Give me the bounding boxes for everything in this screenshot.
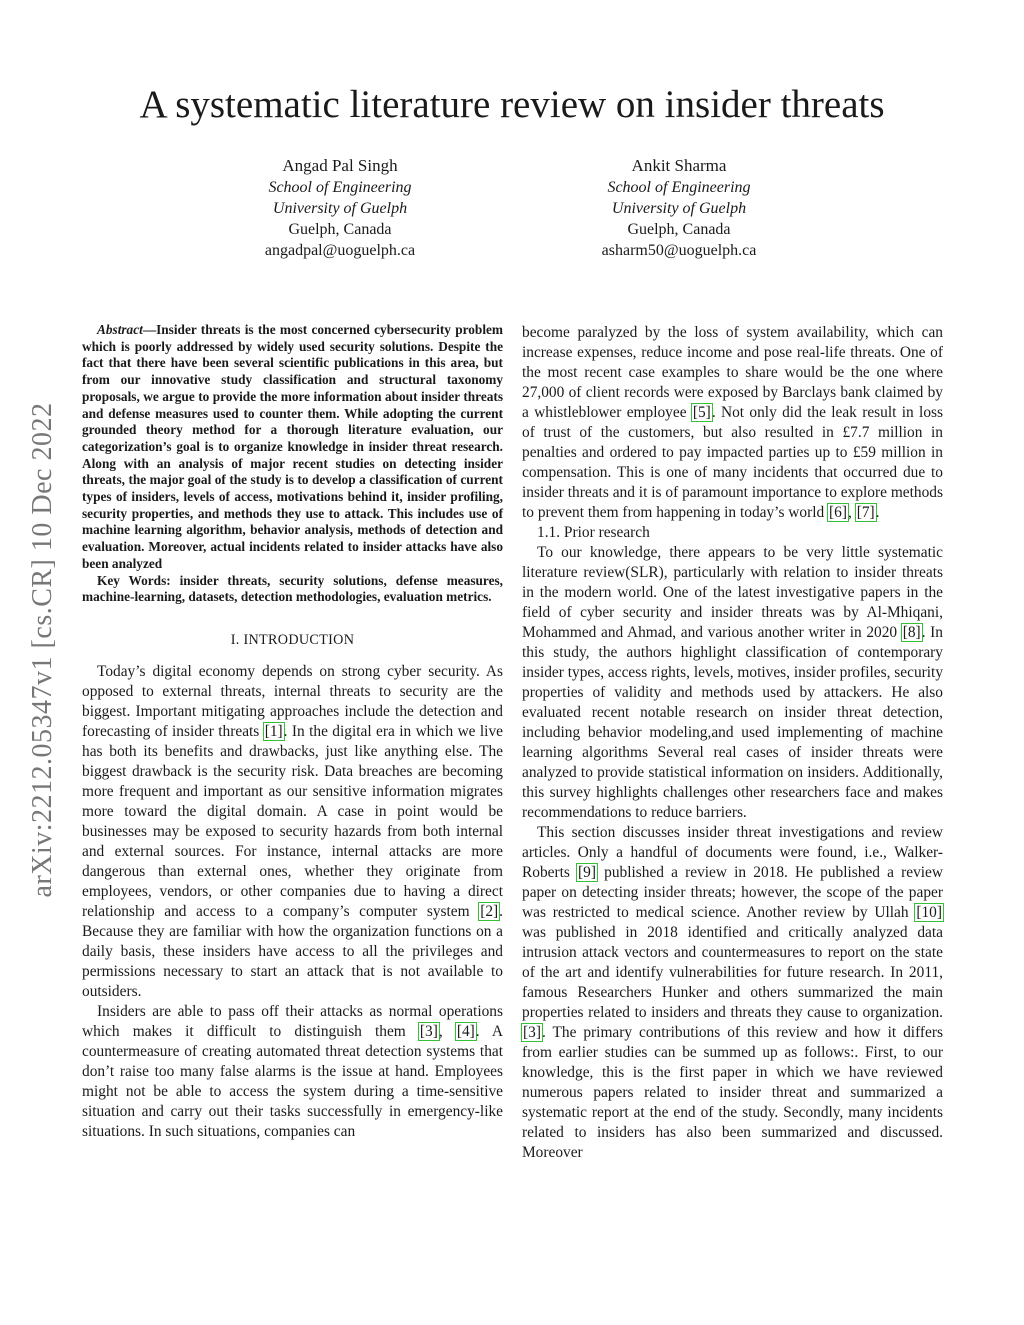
intro-paragraph-2-continued: [522, 323, 943, 523]
citation-link[interactable]: [6]: [829, 504, 847, 521]
section-title-rest: NTRODUCTION: [248, 631, 355, 648]
intro-paragraph-1: [82, 662, 503, 1002]
abstract: [82, 322, 503, 573]
section-numeral: I.: [230, 631, 240, 648]
prior-research-paragraph-2: [522, 823, 943, 1163]
author-university: University of Guelph: [611, 200, 747, 217]
author-city: Guelph, Canada: [627, 221, 731, 238]
text-run: become paralyzed by the loss of system availability, which can increase expenses, reduce income and pose real-life threats. One of the most recent case examples to share would be the one where 27,000 of client records were exposed by Barclays bank claimed by a whistleblower employee: [522, 324, 943, 421]
author-block-2: [529, 155, 829, 261]
abstract-text: —Insider threats is the most concerned cybersecurity problem which is poorly addressed by widely used security solutions. Despite the fact that there have been several scientific publications in this area, but from our innovative study classification and structural taxonomy proposals, we argue to provide the more information about insider threats and defense measures used to counter them. While adopting the current grounded theory method for a thorough literature evaluation, our categorization’s goal is to organize knowledge in insider threat research. Along with an analysis of major recent studies on detecting insider threats, the major goal of the study is to develop a classification of current types of insiders, levels of access, motivations behind it, insider profiling, security properties, and methods they use to attack. This includes use of machine learning algorithm, behavior analysis, methods of detection and evaluation. Moreover, actual incidents related to insider attacks have also been analyzed: [82, 322, 503, 571]
author-block-1: [190, 155, 490, 261]
text-run: .: [875, 504, 880, 521]
text-run: . In this study, the authors highlight classification of contemporary insider types, access rights, levels, motives, insider profiles, security properties of validity and methods used by attackers. He also evaluated recent notable research on insider threat detection, including behavior modeling,and used implementing of machine learning algorithms Several real cases of insider threats were analyzed to provide statistical information on insiders. Additionally, this survey highlights challenges other researchers face and makes recommendations to reduce barriers.: [522, 624, 944, 821]
author-email: angadpal@uoguelph.ca: [264, 242, 416, 259]
section-heading-introduction: [82, 630, 503, 650]
text-run: was published in 2018 identified and critically analyzed data intrusion attack vectors and countermeasures to report on the state of the art and identify vulnerabilities for future research. In 2011, famous Researchers Hunker and others summarized the main properties related to insiders and threats they cause to organization.: [522, 924, 943, 1021]
text-run: . In the digital era in which we live has both its benefits and drawbacks, just like anything else. The biggest drawback is the security risk. Data breaches are becoming more frequent and important as our sensitive information migrates more toward the digital domain. A case in point would be businesses may be exposed to security hazards from both internal and external sources. For instance, internal attacks are more dangerous than external ones, whether they originate from employees, vendors, or other companies due to having a direct relationship and access to a company’s computer system: [82, 722, 503, 920]
section-title-initial: I: [243, 631, 249, 648]
arxiv-identifier: arXiv:2212.05347v1 [cs.CR] 10 Dec 2022: [27, 402, 58, 898]
abstract-label: Abstract: [97, 322, 143, 337]
text-run: . Not only did the leak result in loss of trust of the customers, but also resulted in £7.7 million in penalties and ordered to pay impacted parties up to £59 million in compensation. This is one of many incidents that occurred due to insider threats and it is of paramount importance to explore methods to prevent them from happening in today’s world: [522, 404, 943, 521]
text-run: . The primary contributions of this review and how it differs from earlier studies can be summed up as follows:. First, to our knowledge, this is the first paper in which we have reviewed numerous papers related to insider threat and summarized a systematic report at the end of the study. Secondly, many incidents related to insiders has also been summarized and discussed. Moreover: [522, 1024, 943, 1161]
citation-link[interactable]: [7]: [856, 504, 875, 521]
text-run: published a review in 2018. He published a review paper on detecting insider threats; however, the scope of the paper was restricted to medical science. Another review by Ullah: [522, 864, 943, 921]
keywords: Key Words: insider threats, security solutions, defense measures, machine-learning, datasets, detection methodologies, evaluation metrics.: [82, 572, 503, 605]
subsection-heading-prior-research: 1.1. Prior research: [537, 524, 650, 541]
right-column: [522, 323, 943, 1163]
author-city: Guelph, Canada: [288, 221, 392, 238]
author-name: Ankit Sharma: [631, 156, 727, 175]
text-run: Insiders are able to pass off their attacks as normal operations which makes it difficult to distinguish them: [82, 1002, 503, 1040]
text-run: . Because they are familiar with how the organization functions on a daily basis, these insiders have access to all the privileges and permissions necessary to start an attack that is not available to outsiders.: [82, 902, 503, 1000]
text-run: ,: [438, 1022, 456, 1040]
author-email: asharm50@uoguelph.ca: [601, 242, 757, 259]
prior-research-paragraph-1: [522, 543, 943, 823]
citation-link[interactable]: [3]: [419, 1022, 438, 1040]
intro-paragraph-2: [82, 1002, 503, 1142]
citation-link[interactable]: [9]: [578, 864, 596, 881]
citation-link[interactable]: [5]: [692, 404, 711, 421]
citation-link[interactable]: [1]: [264, 722, 283, 740]
text-run: Today’s digital economy depends on strong cyber security. As opposed to external threats, internal threats to security are the biggest. Important mitigating approaches include the detection and forecasting of insider threats: [82, 662, 503, 740]
text-run: ,: [848, 504, 856, 521]
author-university: University of Guelph: [272, 200, 408, 217]
text-run: To our knowledge, there appears to be very little systematic literature review(SLR), particularly with relation to insider threats in the modern world. One of the latest investigative papers in the field of cyber security and insider threats was by Al-Mhiqani, Mohammed and Ahmad, and various another writer in 2020: [522, 544, 943, 641]
citation-link[interactable]: [3]: [523, 1024, 541, 1041]
text-run: . A countermeasure of creating automated threat detection systems that don’t raise too many false alarms is the issue at hand. Employees might not be able to access the system during a time-sensitive situation and carry out their tasks successfully in emergency-like situations. In such situations, companies can: [82, 1022, 503, 1140]
paper-title: A systematic literature review on insider threats: [139, 83, 885, 126]
citation-link[interactable]: [10]: [916, 904, 942, 921]
author-department: School of Engineering: [607, 179, 751, 196]
citation-link[interactable]: [8]: [902, 624, 921, 641]
citation-link[interactable]: [4]: [456, 1022, 475, 1040]
text-run: This section discusses insider threat investigations and review articles. Only a handful of documents were found, i.e., Walker-Roberts: [522, 824, 943, 881]
citation-link[interactable]: [2]: [480, 902, 499, 920]
author-name: Angad Pal Singh: [282, 156, 398, 175]
left-column: [82, 322, 503, 1142]
arxiv-stamp: [16, 350, 70, 950]
author-department: School of Engineering: [268, 179, 412, 196]
